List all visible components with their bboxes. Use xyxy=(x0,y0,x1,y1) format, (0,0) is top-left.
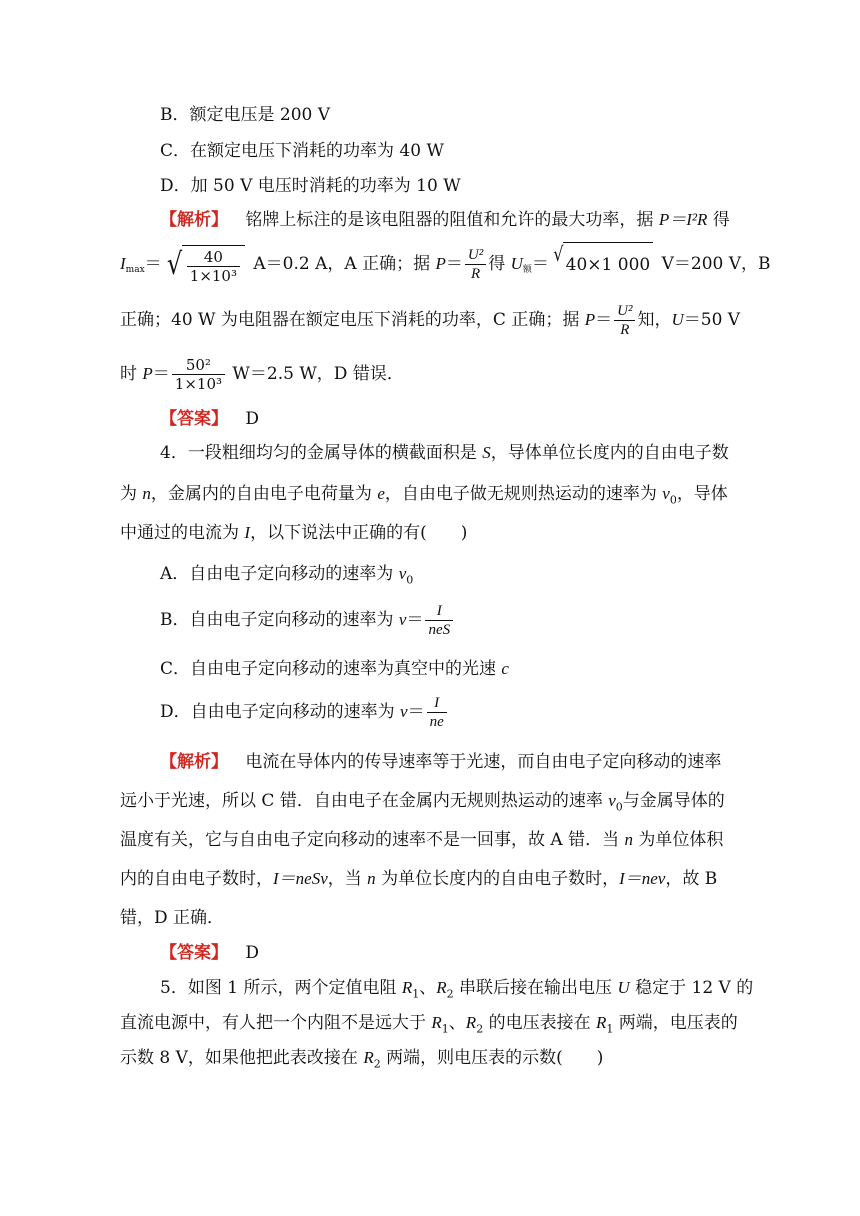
analysis-tag: 【解析】 xyxy=(160,210,228,230)
q3-answer xyxy=(160,408,259,430)
q5-stem-line-1: 5．如图 1 所示，两个定值电阻 $R_1$、$R_2$ 串联后接在输出电压 U 稳定于 12 V 的 xyxy=(160,978,754,1001)
answer-tag: 【答案】 xyxy=(160,409,228,429)
q4-analysis-line-3: 温度有关，它与自由电子定向移动的速率不是一回事，故 A 错．当 n 为单位体积 xyxy=(120,830,724,850)
q5-stem-line-2: 直流电源中，有人把一个内阻不是远大于 $R_1$、$R_2$ 的电压表接在 $R_1$ 两端，电压表的 xyxy=(120,1013,738,1036)
q4-option-c: C．自由电子定向移动的速率为真空中的光速 c xyxy=(160,659,509,679)
answer-value: D xyxy=(245,409,260,429)
sqrt-expression: √ 40×1 000 xyxy=(552,242,653,287)
q4-option-d: D．自由电子定向移动的速率为 v＝ $\frac{I}{ne}$ xyxy=(160,690,449,734)
q3-analysis-line-3: 正确；40 W 为电阻器在额定电压下消耗的功率，C 正确；据 P＝ $\frac{\text{U²}}{R}$ 知，U＝50 V xyxy=(120,303,741,338)
q4-stem-line-2: 为 n，金属内的自由电子电荷量为 e，自由电子做无规则热运动的速率为 $v_0$，导体 xyxy=(120,484,728,507)
fraction: $\frac{\text{U²}}{R}$ xyxy=(465,246,486,283)
q4-option-a: A．自由电子定向移动的速率为 $v_0$ xyxy=(160,564,414,587)
fraction: $\frac{I}{ne}$ xyxy=(427,694,447,731)
fraction: $\frac{I}{\text{neS}}$ xyxy=(425,602,453,639)
q3-option-b: B．额定电压是 200 V xyxy=(160,105,331,125)
q3-option-d: D．加 50 V 电压时消耗的功率为 10 W xyxy=(160,176,461,196)
q3-analysis-line-1: 【解析】 铭牌上标注的是该电阻器的阻值和允许的最大功率，据 P＝I²R 得 xyxy=(160,210,730,230)
q4-analysis-line-4: 内的自由电子数时，I＝neSv，当 n 为单位长度内的自由电子数时，I＝nev，故 B xyxy=(120,869,718,889)
answer-tag: 【答案】 xyxy=(160,943,228,963)
q4-analysis-line-5: 错，D 正确． xyxy=(120,908,225,928)
fraction: $\frac{\text{50²}}{\text{1×10³}}$ xyxy=(172,356,225,393)
q4-analysis-line-2: 远小于光速，所以 C 错．自由电子在金属内无规则热运动的速率 $v_0$与金属导体的 xyxy=(120,791,725,814)
q4-option-b: B．自由电子定向移动的速率为 v＝ $\frac{I}{\text{neS}}$ xyxy=(160,598,455,642)
q3-analysis-line-2: Imax＝ √ $\frac{40}{\text{1×10³}}$ A＝0.2 A，A 正确；据 P＝ $\frac{\text{U²}}{R}$ 得 U额＝ √ 40×1 000 V＝200 V，B xyxy=(120,242,771,292)
sqrt-expression: √ $\frac{40}{\text{1×10³}}$ xyxy=(165,245,245,285)
analysis-tag: 【解析】 xyxy=(160,752,228,772)
q4-stem-line-3: 中通过的电流为 I，以下说法中正确的有( ) xyxy=(120,523,468,543)
fraction: $\frac{\text{U²}}{R}$ xyxy=(614,302,635,339)
q3-option-c: C．在额定电压下消耗的功率为 40 W xyxy=(160,141,444,161)
fraction: $\frac{40}{\text{1×10³}}$ xyxy=(187,248,240,285)
answer-value: D xyxy=(245,943,260,963)
formula: P＝I²R xyxy=(658,210,708,229)
q3-analysis-line-4: 时 P＝ $\frac{\text{50²}}{\text{1×10³}}$ W＝2.5 W，D 错误． xyxy=(120,356,404,393)
q4-stem-line-1: 4．一段粗细均匀的金属导体的横截面积是 S，导体单位长度内的自由电子数 xyxy=(160,443,729,463)
q4-analysis-line-1: 【解析】 电流在导体内的传导速率等于光速，而自由电子定向移动的速率 xyxy=(160,752,722,772)
q5-stem-line-3: 示数 8 V，如果他把此表改接在 $R_2$ 两端，则电压表的示数( ) xyxy=(120,1048,604,1071)
q4-answer xyxy=(160,942,259,964)
